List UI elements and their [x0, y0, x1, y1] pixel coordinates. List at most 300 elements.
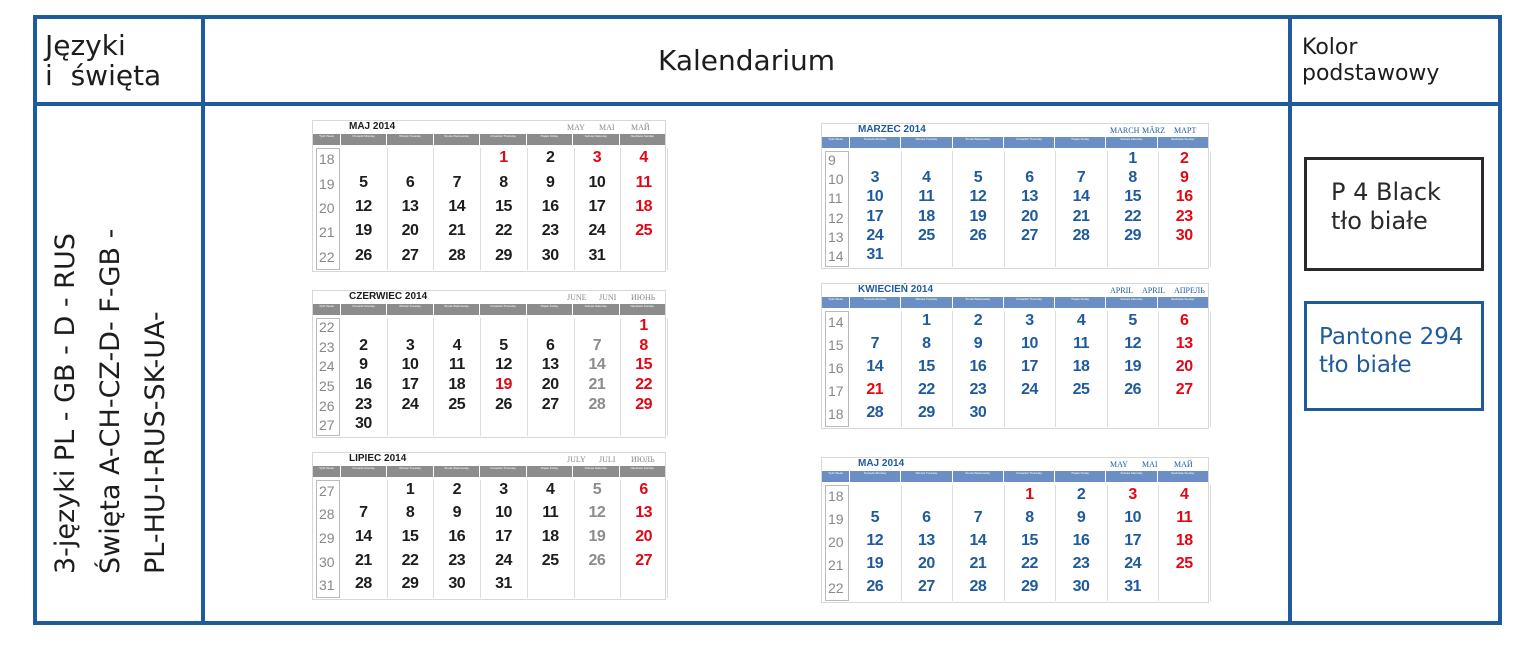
calendar-month-translation: МАЙ	[631, 123, 650, 132]
header-base-color: Kolor podstawowy	[1302, 35, 1440, 86]
color-sample-black: P 4 Black tło białe	[1304, 157, 1484, 271]
calendar-day: 25	[917, 227, 935, 244]
calendar-day: 7	[1076, 169, 1086, 186]
week-number: 22	[319, 318, 335, 335]
calendar-day: 21	[866, 381, 884, 399]
calendar-day: 3	[1025, 311, 1034, 329]
header-divider	[37, 102, 1498, 106]
calendar-day: 6	[405, 173, 415, 191]
weekday-label: Tydz.Week	[828, 471, 843, 475]
week-number: 18	[319, 151, 335, 168]
calendar-day: 16	[1072, 532, 1090, 549]
weekday-label: Czwartek Thursday	[479, 134, 525, 145]
calendar-day: 4	[1180, 485, 1189, 503]
weekday-header	[313, 304, 665, 315]
week-number: 14	[828, 313, 844, 330]
calendar-day: 29	[401, 575, 419, 593]
week-number: 31	[319, 577, 335, 594]
calendar-month-translation: JULI	[599, 455, 616, 464]
calendar-day: 14	[1072, 188, 1090, 206]
calendar-day: 17	[866, 207, 884, 225]
day-column-divider	[1210, 311, 1211, 427]
weekday-label: Piątek Friday	[526, 466, 572, 477]
calendar-day: 15	[1124, 188, 1142, 206]
header-calendar: Kalendarium	[657, 43, 836, 77]
calendar-day: 23	[1072, 555, 1090, 573]
calendar-day: 31	[866, 246, 884, 264]
weekday-label: Niedziela Sunday	[1157, 471, 1208, 482]
week-number: 14	[828, 248, 844, 265]
calendar-day: 28	[1072, 227, 1090, 244]
week-number: 24	[319, 358, 335, 375]
calendar-day: 17	[1021, 358, 1038, 375]
calendar-day: 5	[592, 480, 602, 498]
calendar-day: 5	[973, 169, 983, 186]
side-text-countries: PL-HU-I-RUS-SK-UA-	[140, 311, 171, 574]
weekday-label: Wtorek Tuesday	[386, 466, 432, 477]
weekday-label: Środa Wednesday	[952, 297, 1003, 308]
calendar-day: 18	[541, 528, 559, 545]
week-number: 27	[319, 417, 335, 434]
calendar-day: 15	[1021, 532, 1038, 549]
week-number: 22	[319, 248, 335, 265]
weekday-label: Piątek Friday	[526, 134, 572, 145]
calendar-day: 4	[1076, 311, 1086, 329]
calendar-day: 26	[1124, 381, 1142, 399]
calendar-day: 6	[1025, 169, 1034, 186]
weekday-label: Wtorek Tuesday	[386, 134, 432, 145]
calendar-day: 15	[635, 356, 653, 374]
calendar-day: 22	[401, 551, 419, 569]
calendar-day: 9	[452, 504, 461, 522]
calendar-day: 10	[1021, 334, 1038, 352]
calendar-day: 29	[495, 246, 512, 264]
weekday-label: Piątek Friday	[1054, 471, 1105, 482]
calendar-day: 7	[973, 508, 983, 526]
week-number: 28	[319, 506, 335, 523]
calendar-day: 15	[401, 528, 419, 545]
calendar-day: 30	[1175, 227, 1193, 244]
weekday-label: Poniedz.Monday	[849, 471, 900, 482]
calendar-day: 22	[1124, 207, 1142, 225]
calendar-day: 13	[1021, 188, 1038, 206]
calendar-day: 14	[448, 198, 466, 215]
calendar-day: 25	[541, 551, 559, 569]
weekday-label: Niedziela Sunday	[619, 304, 665, 315]
calendar-black-maj	[312, 120, 666, 272]
calendar-day: 6	[1180, 311, 1189, 329]
calendar-day: 2	[452, 480, 461, 498]
calendar-day: 16	[354, 375, 372, 393]
calendar-day: 13	[635, 504, 653, 522]
calendar-day: 4	[452, 336, 461, 354]
calendar-day: 30	[354, 415, 372, 433]
calendar-day: 17	[1124, 532, 1142, 549]
calendar-day: 25	[1175, 555, 1193, 573]
calendar-day: 9	[1076, 508, 1086, 526]
weekday-label: Tydz.Week	[828, 297, 843, 301]
calendar-title: LIPIEC 2014	[349, 453, 407, 464]
week-number: 26	[319, 397, 335, 414]
header-languages: Języki i święta	[45, 29, 162, 92]
calendar-day: 8	[405, 504, 415, 522]
calendar-day: 12	[495, 356, 512, 374]
calendar-day: 8	[922, 334, 931, 352]
calendar-day: 10	[495, 504, 512, 522]
calendar-day: 16	[1175, 188, 1193, 206]
calendar-day: 13	[917, 532, 935, 549]
calendar-day: 11	[635, 173, 652, 191]
calendar-day: 3	[592, 149, 602, 167]
weekday-label: Czwartek Thursday	[479, 304, 525, 315]
calendar-day: 22	[917, 381, 935, 399]
calendar-day: 28	[448, 246, 466, 264]
calendar-day: 26	[969, 227, 987, 244]
calendar-day: 29	[635, 395, 653, 413]
calendar-day: 15	[495, 198, 512, 215]
weekday-header	[822, 137, 1208, 148]
calendar-day: 29	[1021, 578, 1038, 596]
calendar-day: 26	[588, 551, 606, 569]
calendar-day: 19	[495, 375, 512, 393]
calendar-day: 8	[499, 173, 508, 191]
calendar-day: 7	[592, 336, 602, 354]
weekday-label: Wtorek Tuesday	[386, 304, 432, 315]
week-number: 15	[828, 336, 844, 353]
week-number: 27	[319, 482, 335, 499]
calendar-day: 1	[1025, 485, 1034, 503]
calendar-day: 27	[1021, 227, 1038, 244]
calendar-day: 9	[359, 356, 368, 374]
calendar-month-translation: МАРТ	[1174, 126, 1197, 135]
calendar-title: CZERWIEC 2014	[349, 291, 428, 302]
calendar-day: 26	[495, 395, 512, 413]
calendar-day: 1	[922, 311, 931, 329]
calendar-blue-kwiecien	[821, 283, 1209, 429]
day-column-divider	[667, 480, 668, 598]
calendar-day: 14	[866, 358, 884, 375]
weekday-label: Sobota Saturday	[1105, 137, 1156, 148]
calendar-month-translation: APRIL	[1142, 286, 1166, 295]
calendar-day: 20	[401, 222, 419, 240]
divider	[1288, 19, 1292, 621]
weekday-label: Niedziela Sunday	[1157, 137, 1208, 148]
calendar-day: 14	[969, 532, 987, 549]
weekday-label: Czwartek Thursday	[1003, 137, 1054, 148]
calendar-day: 18	[635, 198, 653, 215]
calendar-day: 28	[969, 578, 987, 596]
divider	[201, 19, 205, 621]
calendar-day: 9	[1180, 169, 1189, 186]
calendar-day: 29	[1124, 227, 1142, 244]
calendar-day: 12	[1124, 334, 1142, 352]
calendar-day: 13	[541, 356, 559, 374]
weekday-label: Piątek Friday	[1054, 297, 1105, 308]
day-column-divider	[667, 318, 668, 436]
weekday-label: Czwartek Thursday	[1003, 471, 1054, 482]
calendar-day: 2	[1076, 485, 1086, 503]
calendar-day: 16	[448, 528, 466, 545]
weekday-label: Sobota Saturday	[1105, 471, 1156, 482]
calendar-day: 31	[495, 575, 512, 593]
calendar-day: 22	[495, 222, 512, 240]
color-sample-blue: Pantone 294 tło białe	[1304, 301, 1484, 411]
calendar-day: 20	[1021, 207, 1038, 225]
week-number: 11	[828, 190, 843, 207]
weekday-label: Niedziela Sunday	[619, 466, 665, 477]
calendar-day: 21	[448, 222, 466, 240]
calendar-day: 25	[1072, 381, 1090, 399]
calendar-day: 11	[1073, 334, 1090, 352]
calendar-day: 27	[635, 551, 653, 569]
calendar-day: 2	[545, 149, 555, 167]
calendar-day: 30	[1072, 578, 1090, 596]
calendar-day: 24	[1124, 555, 1142, 573]
weekday-label: Środa Wednesday	[433, 134, 479, 145]
calendar-black-czerwiec	[312, 290, 666, 438]
weekday-label: Sobota Saturday	[1105, 297, 1156, 308]
weekday-label: Poniedz.Monday	[849, 297, 900, 308]
week-number: 20	[319, 200, 335, 216]
calendar-day: 1	[499, 149, 508, 167]
calendar-day: 27	[541, 395, 559, 413]
calendar-day: 3	[870, 169, 879, 186]
week-number: 13	[828, 229, 844, 245]
calendar-day: 1	[1128, 149, 1137, 167]
calendar-day: 12	[354, 198, 372, 215]
weekday-label: Piątek Friday	[526, 304, 572, 315]
calendar-day: 7	[870, 334, 879, 352]
calendar-day: 27	[1175, 381, 1193, 399]
calendar-month-translation: АПРЕЛЬ	[1174, 286, 1205, 295]
weekday-label: Niedziela Sunday	[1157, 297, 1208, 308]
calendar-day: 5	[499, 336, 508, 354]
calendar-day: 23	[448, 551, 466, 569]
calendar-title: MARZEC 2014	[858, 124, 926, 135]
calendar-day: 24	[588, 222, 606, 240]
calendar-day: 24	[866, 227, 884, 244]
calendar-day: 15	[917, 358, 935, 375]
weekday-label: Sobota Saturday	[572, 466, 618, 477]
calendar-day: 11	[542, 504, 559, 522]
week-number: 9	[828, 151, 836, 168]
calendar-day: 7	[359, 504, 368, 522]
week-number: 25	[319, 377, 335, 394]
calendar-month-translation: ИЮЛЬ	[631, 455, 655, 464]
calendar-day: 8	[1128, 169, 1137, 186]
calendar-day: 21	[354, 551, 372, 569]
calendar-day: 3	[405, 336, 415, 354]
calendar-day: 13	[1175, 334, 1193, 352]
calendar-day: 29	[917, 404, 935, 422]
calendar-day: 25	[635, 222, 653, 240]
calendar-day: 11	[918, 188, 935, 206]
weekday-label: Środa Wednesday	[952, 471, 1003, 482]
week-number: 18	[828, 406, 844, 423]
weekday-label: Poniedz.Monday	[340, 134, 386, 145]
calendar-month-translation: MAI	[1142, 460, 1158, 469]
week-number: 20	[828, 534, 844, 550]
week-number: 12	[828, 209, 844, 226]
calendar-day: 19	[969, 207, 987, 225]
calendar-day: 30	[969, 404, 987, 422]
weekday-label: Czwartek Thursday	[1003, 297, 1054, 308]
weekday-label: Wtorek Tuesday	[900, 471, 951, 482]
table-frame	[33, 15, 1502, 625]
calendar-day: 22	[1021, 555, 1038, 573]
weekday-label: Tydz.Week	[319, 134, 334, 138]
weekday-label: Poniedz.Monday	[340, 466, 386, 477]
side-text-languages: 3-języki PL - GB - D - RUS	[50, 233, 81, 574]
week-number: 21	[319, 224, 335, 241]
calendar-day: 10	[866, 188, 884, 206]
calendar-day: 6	[639, 480, 648, 498]
calendar-day: 30	[541, 246, 559, 264]
calendar-day: 10	[588, 173, 606, 191]
weekday-label: Piątek Friday	[1054, 137, 1105, 148]
calendar-title: MAJ 2014	[349, 121, 396, 132]
calendar-day: 19	[354, 222, 372, 240]
calendar-day: 22	[635, 375, 653, 393]
calendar-day: 12	[866, 532, 884, 549]
weekday-label: Tydz.Week	[828, 137, 843, 141]
calendar-month-translation: ИЮНЬ	[631, 293, 656, 302]
calendar-day: 11	[448, 356, 465, 374]
calendar-day: 2	[1180, 149, 1189, 167]
weekday-label: Niedziela Sunday	[619, 134, 665, 145]
calendar-day: 23	[1175, 207, 1193, 225]
calendar-day: 9	[545, 173, 555, 191]
calendar-day: 14	[354, 528, 372, 545]
calendar-day: 27	[401, 246, 419, 264]
calendar-blue-marzec	[821, 123, 1209, 269]
calendar-day: 19	[866, 555, 884, 573]
week-number: 19	[828, 510, 844, 527]
calendar-day: 18	[1072, 358, 1090, 375]
calendar-day: 26	[354, 246, 372, 264]
weekday-label: Sobota Saturday	[572, 304, 618, 315]
calendar-day: 31	[1124, 578, 1142, 596]
calendar-day: 5	[870, 508, 879, 526]
calendar-month-translation: APRIL	[1110, 286, 1134, 295]
side-text-holidays: Święta A-CH-CZ-D- F-GB -	[95, 228, 126, 574]
calendar-month-translation: MAY	[1110, 460, 1128, 469]
calendar-day: 18	[448, 375, 466, 393]
calendar-day: 20	[1175, 358, 1193, 375]
calendar-day: 28	[354, 575, 372, 593]
weekday-label: Tydz.Week	[319, 466, 334, 470]
calendar-day: 21	[588, 375, 606, 393]
calendar-day: 20	[917, 555, 935, 573]
day-column-divider	[1210, 485, 1211, 601]
calendar-title: MAJ 2014	[858, 458, 905, 469]
calendar-day: 4	[639, 149, 648, 167]
calendar-day: 19	[1124, 358, 1142, 375]
calendar-day: 28	[588, 395, 606, 413]
calendar-day: 19	[588, 528, 606, 545]
week-number: 10	[828, 171, 844, 187]
calendar-day: 23	[969, 381, 987, 399]
week-number: 22	[828, 580, 844, 597]
calendar-day: 25	[448, 395, 466, 413]
calendar-day: 11	[1176, 508, 1193, 526]
calendar-day: 2	[359, 336, 368, 354]
calendar-day: 3	[499, 480, 508, 498]
calendar-day: 28	[866, 404, 884, 422]
week-number: 29	[319, 530, 335, 546]
calendar-day: 5	[359, 173, 368, 191]
calendar-day: 10	[1124, 508, 1142, 526]
weekday-header	[313, 466, 665, 477]
calendar-day: 17	[495, 528, 512, 545]
day-column-divider	[667, 148, 668, 270]
calendar-day: 17	[401, 375, 419, 393]
calendar-day: 6	[922, 508, 931, 526]
week-number: 19	[319, 175, 335, 192]
calendar-day: 8	[639, 336, 648, 354]
weekday-label: Sobota Saturday	[572, 134, 618, 145]
weekday-label: Tydz.Week	[319, 304, 334, 308]
week-number: 16	[828, 360, 844, 376]
calendar-day: 1	[405, 480, 415, 498]
week-number: 21	[828, 557, 844, 574]
week-number: 23	[319, 338, 335, 355]
calendar-day: 31	[588, 246, 606, 264]
calendar-day: 1	[639, 316, 648, 334]
calendar-day: 13	[401, 198, 419, 215]
calendar-day: 10	[401, 356, 419, 374]
calendar-day: 4	[545, 480, 555, 498]
week-number: 18	[828, 487, 844, 504]
calendar-day: 12	[969, 188, 987, 206]
weekday-label: Wtorek Tuesday	[900, 297, 951, 308]
calendar-month-translation: МАЙ	[1174, 460, 1193, 469]
calendar-day: 24	[1021, 381, 1038, 399]
calendar-day: 7	[452, 173, 461, 191]
calendar-black-lipiec	[312, 452, 666, 600]
weekday-label: Środa Wednesday	[433, 466, 479, 477]
calendar-month-translation: MARCH	[1110, 126, 1140, 135]
calendar-day: 20	[541, 375, 559, 393]
calendar-month-translation: MAY	[567, 123, 585, 132]
calendar-day: 16	[969, 358, 987, 375]
calendar-day: 16	[541, 198, 559, 215]
calendar-month-translation: JULY	[567, 455, 586, 464]
calendar-day: 24	[401, 395, 419, 413]
calendar-day: 2	[973, 311, 983, 329]
calendar-day: 24	[495, 551, 512, 569]
day-column-divider	[1210, 151, 1211, 267]
weekday-label: Wtorek Tuesday	[900, 137, 951, 148]
calendar-month-translation: MÄRZ	[1142, 126, 1166, 135]
weekday-label: Poniedz.Monday	[849, 137, 900, 148]
calendar-day: 17	[588, 198, 606, 215]
week-number: 30	[319, 553, 335, 570]
calendar-day: 23	[354, 395, 372, 413]
calendar-day: 14	[588, 356, 606, 374]
calendar-day: 21	[969, 555, 987, 573]
calendar-day: 30	[448, 575, 466, 593]
calendar-month-translation: JUNE	[567, 293, 587, 302]
calendar-day: 12	[588, 504, 606, 522]
weekday-label: Środa Wednesday	[433, 304, 479, 315]
weekday-label: Środa Wednesday	[952, 137, 1003, 148]
calendar-day: 20	[635, 528, 653, 545]
calendar-day: 18	[1175, 532, 1193, 549]
calendar-day: 23	[541, 222, 559, 240]
week-number: 17	[828, 383, 844, 400]
calendar-day: 3	[1128, 485, 1137, 503]
